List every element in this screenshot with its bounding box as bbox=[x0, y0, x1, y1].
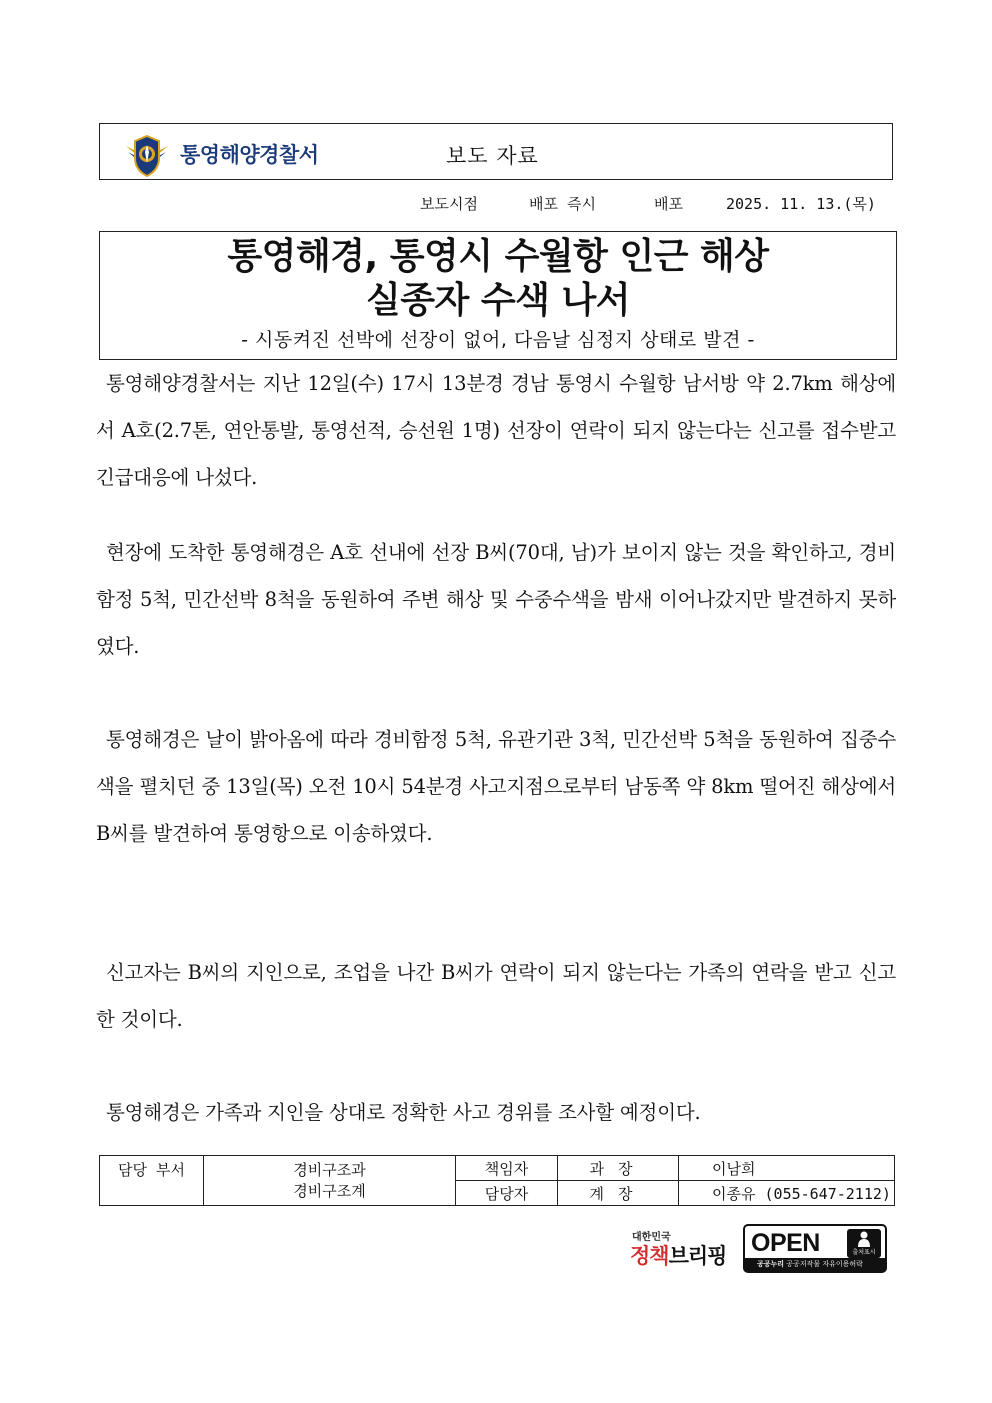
body-paragraph: 통영해경은 날이 밝아옴에 따라 경비함정 5척, 유관기관 3척, 민간선박 5척을 동원하여 집중수색을 펼치던 중 13일(목) 오전 10시 54분경 사고지점으로부터 남동쪽 약 8km 떨어진 해상에서 B씨를 발견하여 통영항으로 이송하였다. bbox=[96, 727, 896, 845]
position: 계장 bbox=[558, 1181, 679, 1206]
org-name: 통영해양경찰서 bbox=[180, 143, 319, 167]
body-paragraph: 신고자는 B씨의 지인으로, 조업을 나간 B씨가 연락이 되지 않는다는 가족의 연락을 받고 신고한 것이다. bbox=[96, 960, 896, 1031]
role-label: 책임자 bbox=[456, 1156, 558, 1181]
policy-briefing-logo bbox=[630, 1228, 736, 1274]
header-box bbox=[99, 123, 893, 180]
briefing-word-briefing: 브리핑 bbox=[668, 1244, 727, 1268]
dept-label: 담당 부서 bbox=[100, 1156, 204, 1206]
kogl-label: 공공누리 bbox=[757, 1260, 785, 1268]
headline-line-1: 통영해경, 통영시 수월항 인근 해상 bbox=[227, 236, 769, 277]
person-icon bbox=[847, 1229, 881, 1249]
open-footer-bar bbox=[745, 1258, 885, 1271]
body-paragraph: 통영해양경찰서는 지난 12일(수) 17시 13분경 경남 통영시 수월항 남서방 약 2.7km 해상에서 A호(2.7톤, 연안통발, 통영선적, 승선원 1명) 선장이 연락이 되지 않는다는 신고를 접수받고 긴급대응에 나섰다. bbox=[96, 371, 896, 489]
release-date: 2025. 11. 13.(목) bbox=[726, 195, 876, 213]
dept-name-line-2: 경비구조계 bbox=[293, 1181, 366, 1200]
attribution-icon bbox=[847, 1229, 881, 1258]
kogl-description: 공공저작물 자유이용허락 bbox=[786, 1260, 863, 1268]
contact-table bbox=[99, 1155, 895, 1206]
release-type: 보도 자료 bbox=[446, 144, 539, 168]
title-box bbox=[99, 231, 897, 360]
contact-name: 이남희 bbox=[679, 1156, 895, 1181]
kogl-open-badge bbox=[743, 1224, 887, 1273]
open-wordmark: OPEN bbox=[751, 1229, 820, 1257]
attribution-label: 출처표시 bbox=[852, 1249, 876, 1256]
contact-name: 이종유 (055-647-2112) bbox=[679, 1181, 895, 1206]
body-paragraph: 현장에 도착한 통영해경은 A호 선내에 선장 B씨(70대, 남)가 보이지 않는 것을 확인하고, 경비함정 5척, 민간선박 8척을 동원하여 주변 해상 및 수중수색을 밤새 이어나갔지만 발견하지 못하였다. bbox=[96, 540, 896, 658]
role-label: 담당자 bbox=[456, 1181, 558, 1206]
release-time-value: 배포 즉시 bbox=[529, 195, 596, 213]
headline-line-2: 실종자 수색 나서 bbox=[366, 280, 630, 321]
briefing-wordmark bbox=[630, 1240, 726, 1270]
body-paragraph: 통영해경은 가족과 지인을 상대로 정확한 사고 경위를 조사할 예정이다. bbox=[106, 1100, 701, 1124]
subheadline: - 시동켜진 선박에 선장이 없어, 다음날 심정지 상태로 발견 - bbox=[241, 329, 755, 351]
coast-guard-emblem-icon bbox=[124, 132, 170, 178]
position: 과장 bbox=[558, 1156, 679, 1181]
release-time-label: 보도시점 bbox=[420, 195, 478, 213]
dept-name-line-1: 경비구조과 bbox=[293, 1160, 366, 1179]
distribution-label: 배포 bbox=[654, 195, 683, 213]
dept-name bbox=[204, 1156, 456, 1206]
briefing-word-policy: 정책 bbox=[630, 1244, 669, 1268]
briefing-country: 대한민국 bbox=[632, 1232, 671, 1243]
